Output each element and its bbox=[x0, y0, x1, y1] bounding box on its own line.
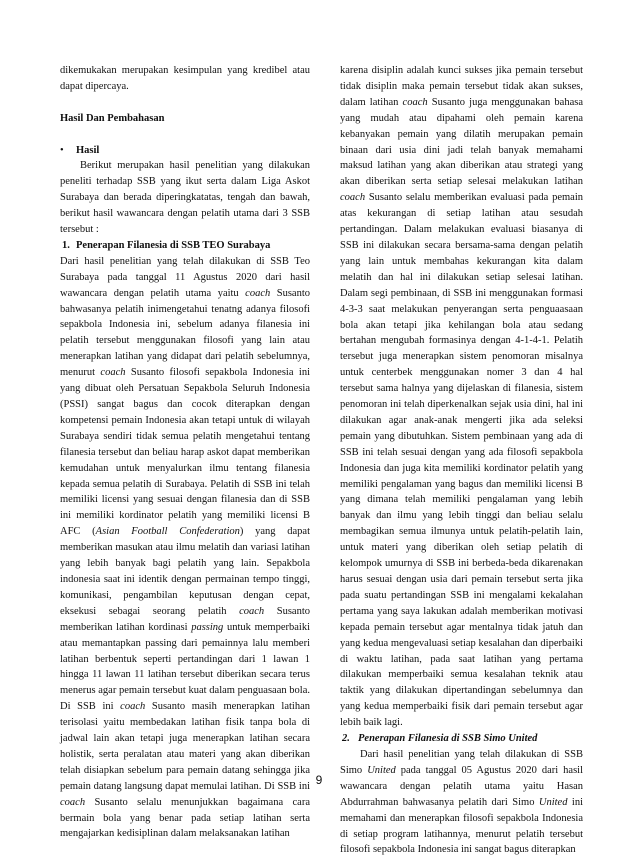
text-run: Dari hasil penelitian yang telah dilakukan di SSB Teo Surabaya pada tanggal 11 Agustus 2020 dari hasil wawancara dengan pelatih utama yaitu bbox=[60, 255, 310, 299]
italic-term: United bbox=[367, 764, 396, 776]
text-run: karena disiplin adalah kunci sukses jika pemain tersebut tidak disiplin maka pemain tersebut tidak akan sukses, dalam latihan bbox=[340, 65, 583, 108]
text-run: Susanto bahwasanya pelatih inimengetahui tenatng adanya filosofi sepakbola Indonesia ini, sebelum adanya filanesia ini pelatih tersebut menggunakan filosofi yang lain atau menerapkan latihan yang didapat dari pelatih sebelumnya, menurut bbox=[60, 287, 310, 379]
italic-term: coach bbox=[100, 367, 126, 379]
bullet-icon: • bbox=[60, 144, 64, 156]
text-run: ini memahami dan menerapkan filosofi sepakbola Indonesia di setiap program latihannya, menurut pelatih tersebut filosofi sepakbola Indonesia ini sangat bagus diterapkan bbox=[340, 796, 583, 856]
text-run: Susanto selalu menunjukkan bagaimana cara bermain bola yang benar pada setiap latihan serta mengajarkan kedisiplinan dalam melaksanakan latihan bbox=[60, 796, 310, 840]
italic-term: coach bbox=[245, 287, 271, 299]
text-run: Susanto juga menggunakan bahasa yang mudah atau dipahami oleh pemain karena kebanyakan pemain yang dilatih merupakan pemain binaan dari usia dini jadi telah banyak memahami maksud latihan yang akan diberikan atau strategi yang akan diberikan serta setiap selesai melakukan latihan bbox=[340, 96, 583, 188]
italic-term: coach bbox=[120, 701, 146, 713]
text-run: Susanto masih menerapkan latihan terisolasi yaitu membedakan latihan fisik tanpa bola di jadwal lain akan tetapi juga menerapkan latihan secara holistik, serta peralatan atau materi yang akan diberikan telah disiapkan sebelum para pemain datang sehingga jika pemain datang langsung dapat memulai latihan. Di SSB ini bbox=[60, 701, 310, 792]
left-column bbox=[60, 63, 310, 842]
text-run: Dari hasil penelitian yang telah dilakukan di SSB Simo bbox=[340, 748, 583, 776]
subsection-2-paragraph bbox=[340, 747, 583, 858]
bullet-heading-row bbox=[60, 143, 310, 159]
subsection-1-number: 1. bbox=[62, 239, 70, 251]
subsection-2-heading bbox=[340, 731, 583, 747]
spacer bbox=[60, 127, 310, 143]
section-heading: Hasil Dan Pembahasan bbox=[60, 112, 165, 124]
text-run: ) yang dapat memberikan masukan atau ilmu melatih dan variasi latihan yang lebih banyak bagi pelatih yang lain. Sepakbola indonesia saat ini identik dengan permainan tempo tinggi, komunikasi, pengambilan keputusan dengan cepat, eksekusi sebagai seorang pelatih bbox=[60, 526, 310, 617]
subsection-2-title: Penerapan Filanesia di SSB Simo bbox=[358, 733, 509, 745]
subsection-1-heading bbox=[60, 238, 310, 254]
hasil-paragraph: Berikut merupakan hasil penelitian yang dilakukan peneliti terhadap SSB yang ikut serta dalam Liga Askot Surabaya dan berada diperingkatatas, tengah dan bawah, berikut hasil wawancara dengan pelatih utama dari 3 SSB tersebut : bbox=[60, 160, 310, 236]
italic-term: passing bbox=[191, 621, 224, 633]
italic-term: coach bbox=[402, 96, 428, 108]
continuation-paragraph bbox=[340, 63, 583, 731]
italic-term: Asian Football Confederation bbox=[95, 526, 240, 538]
intro-paragraph: dikemukakan merupakan kesimpulan yang kredibel atau dapat dipercaya. bbox=[60, 65, 310, 92]
subsection-1-paragraph bbox=[60, 254, 310, 843]
subsection-2-title-italic: United bbox=[508, 733, 538, 745]
bullet-heading: Hasil bbox=[76, 144, 100, 156]
text-run: Susanto memberikan latihan kordinasi bbox=[60, 605, 310, 633]
italic-term: coach bbox=[340, 192, 366, 204]
subsection-2-number: 2. bbox=[342, 733, 350, 745]
text-run: Susanto filosofi sepakbola Indonesia ini yang dibuat oleh Persatuan Sepakbola Seluruh Indonesia (PSSI) sangat bagus dan cocok diterapkan dengan kompetensi pemain Indonesia akan tetapi untuk di wilayah Surabaya sendiri tidak semua pelatih mengetahui tentang filanesia tersebut dan beliau harap askot dapat memberikan kemudahan untuk menyalurkan ilmu tentang filanesia kepada semua pelatih di Surabaya. Pelatih di SSB ini telah memiliki licensi yang sesuai dengan filanesia dan di SSB ini memiliki kordinator pelatih yang memiliki licensi B AFC ( bbox=[60, 367, 310, 538]
text-run: Susanto selalu memberikan evaluasi pada pemain atas kekurangan di setiap latihan atau sesudah pertandingan. Dalam melakukan evaluasi biasanya di SSB ini dilakukan secara bersama-sama dengan pelatih yang lain untuk membahas kekurangan kita dalam melatih dan hal ini dilakukan setiap selesai latihan. Dalam segi pembinaan, di SSB ini menggunakan formasi 4-3-3 saat melakukan penyerangan serta penguaasaan bola akan tetapi jika kehilangan bola atau sedang bertahan mengubah formasinya dengan 4-1-4-1. Pelatih tersebut juga menerapkan sistem penomoran misalnya untuk centerbek menggunakan nomer 3 dan 4 hal tersebut sama halnya yang dijelaskan di filanesia, sistem penomoran ini telah diperkenalkan sejak usia dini, hal ini dilakukan agar anak-anak mengerti jika ada seleksi pemain yang dibutuhkan. Sistem pembinaan yang ada di SSB ini telah sesuai dengan yang ada filosofi sepakbola Indonesia dan juga kita memiliki kordinator pelatih yang memiliki pengalaman yang bagus dan memiliki licensi B yang dimana telah memiliki pengalaman yang lebih banyak dan ilmu yang lebih tinggi dan beliau selalu membagikan semua ilmunya untuk pelatih-pelatih lain, untuk materi yang diberikan oleh setiap pelatih di kelompok umurnya di SSB ini berbeda-beda dikarenakan harus sesuai dengan usia dari pemain tersebut serta jika pada suatu pertandingan SSB ini mengalami kekalahan pertama yang saya lakukan adalah memberikan motivasi kepada pemain tersebut agar mentalnya tidak jatuh dan yang kedua mengevaluasi setiap kesalahan dan diperbaiki di waktu latihan, pada saat latihan yang pertama dilakukan memperbaiki semua kesalahan teknik atau taktik yang dilakukan dipertandingan sebelumnya dan yang kedua memperbaiki fisik dari pemain tersebut agar lebih baik lagi. bbox=[340, 192, 583, 729]
italic-term: coach bbox=[60, 796, 86, 808]
spacer bbox=[60, 95, 310, 111]
right-column bbox=[340, 63, 583, 858]
text-run: untuk memperbaiki atau memantapkan passing dari pemainnya lalu memberi latihan berbentuk seperti pertandingan dari 1 lawan 1 hingga 11 lawan 11 latihan tersebut diberikan secara terus menerus agar pemain tersebut kuat dalam penguasaan bola. Di SSB ini bbox=[60, 621, 310, 713]
subsection-1-title: Penerapan Filanesia di SSB TEO Surabaya bbox=[76, 239, 271, 251]
page-number: 9 bbox=[315, 773, 323, 787]
italic-term: United bbox=[538, 796, 568, 808]
italic-term: coach bbox=[239, 605, 265, 617]
text-run: pada tanggal 05 Agustus 2020 dari hasil wawancara dengan pelatih utama yaitu Hasan Abdurrahman bahwasanya pelatih dari Simo bbox=[340, 764, 583, 808]
